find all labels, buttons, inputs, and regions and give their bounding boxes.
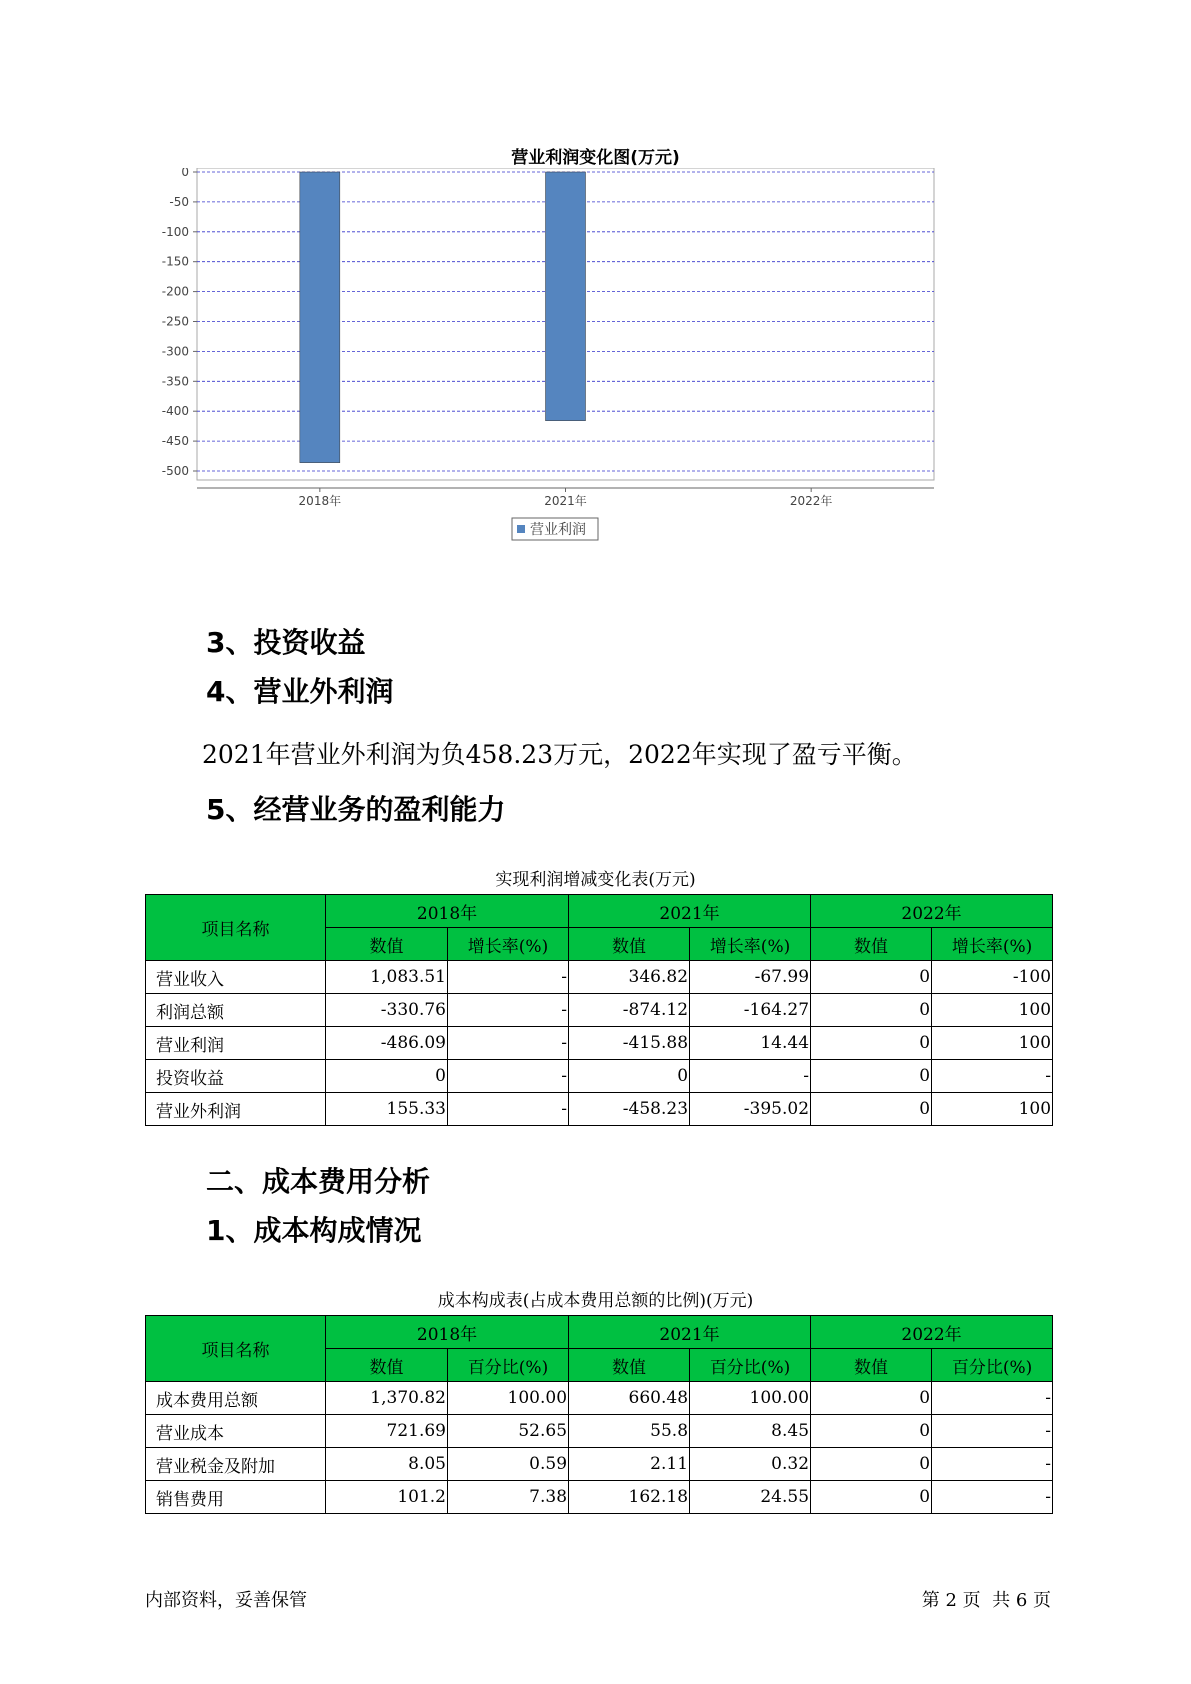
table-cell: - [932,1382,1053,1415]
table-row [146,1415,1053,1448]
table1-header-row [146,895,1053,928]
table-cell: 0.32 [690,1448,811,1481]
table1-sub-header: 数值 [811,928,932,961]
y-tick-label: -350 [161,374,189,389]
table1-sub-header: 增长率(%) [932,928,1053,961]
row-label: 营业利润 [146,1027,326,1060]
table-cell: 100 [932,994,1053,1027]
x-tick-label: 2021年 [544,494,587,508]
table-cell: 0 [326,1060,448,1093]
table-cell: 0 [811,1093,932,1126]
table-cell: 8.05 [326,1448,448,1481]
table-cell: 721.69 [326,1415,448,1448]
table1-sub-header: 增长率(%) [448,928,569,961]
table-cell: - [448,1027,569,1060]
table-cell: 14.44 [690,1027,811,1060]
chart-title: 营业利润变化图(万元) [511,148,680,168]
table-row [146,1060,1053,1093]
table-cell: 8.45 [690,1415,811,1448]
x-tick-label: 2022年 [789,494,833,508]
table-cell: 1,370.82 [326,1382,448,1415]
table-cell: 52.65 [448,1415,569,1448]
table2-year-header: 2018年 [326,1316,569,1349]
table2-sub-header: 数值 [569,1349,690,1382]
table-cell: -415.88 [569,1027,690,1060]
table-cell: -395.02 [690,1093,811,1126]
y-tick-label: -250 [161,314,189,329]
table-cell: - [448,1093,569,1126]
table-cell: -486.09 [326,1027,448,1060]
table-cell: 0 [811,1481,932,1514]
row-label: 成本费用总额 [146,1382,326,1415]
table-cell: 162.18 [569,1481,690,1514]
table-cell: 100.00 [448,1382,569,1415]
table-cell: - [932,1481,1053,1514]
table-cell: 7.38 [448,1481,569,1514]
table-cell: 0 [811,1415,932,1448]
table-cell: - [690,1060,811,1093]
table-cell: 0 [811,1448,932,1481]
operating-profit-chart [150,168,1020,588]
table1-year-header: 2022年 [811,895,1053,928]
table-cell: -67.99 [690,961,811,994]
y-tick-label: -400 [161,404,189,419]
y-tick-label: -200 [161,284,189,299]
table2-name-header: 项目名称 [146,1316,326,1382]
row-label: 营业收入 [146,961,326,994]
table-cell: 100 [932,1027,1053,1060]
table2-year-header: 2021年 [569,1316,811,1349]
profit-change-table [145,894,1053,1126]
legend-label: 营业利润 [530,522,586,538]
table1-sub-header: 增长率(%) [690,928,811,961]
paragraph-non-operating: 2021年营业外利润为负458.23万元，2022年实现了盈亏平衡。 [202,740,917,769]
row-label: 营业成本 [146,1415,326,1448]
y-tick-label: -450 [161,434,189,449]
table-cell: 1,083.51 [326,961,448,994]
table1-sub-header: 数值 [326,928,448,961]
bar [546,172,586,421]
row-label: 投资收益 [146,1060,326,1093]
table-cell: -164.27 [690,994,811,1027]
table-cell: -874.12 [569,994,690,1027]
table-row [146,1481,1053,1514]
heading-profitability: 5、经营业务的盈利能力 [206,793,506,826]
y-tick-label: -50 [169,194,189,209]
table-cell: 0.59 [448,1448,569,1481]
table2-year-header: 2022年 [811,1316,1053,1349]
table2-sub-header: 百分比(%) [932,1349,1053,1382]
table-cell: - [448,1060,569,1093]
table-cell: 0 [811,1027,932,1060]
table-row [146,1093,1053,1126]
heading-cost-structure: 1、成本构成情况 [206,1214,422,1247]
table1-year-header: 2018年 [326,895,569,928]
table-cell: 24.55 [690,1481,811,1514]
y-tick-label: -100 [161,224,189,239]
heading-cost-analysis: 二、成本费用分析 [206,1165,431,1198]
table2-sub-header: 百分比(%) [690,1349,811,1382]
table-row [146,1448,1053,1481]
table-cell: - [448,994,569,1027]
x-tick-label: 2018年 [298,494,342,508]
table-cell: 2.11 [569,1448,690,1481]
table-cell: - [932,1415,1053,1448]
table-cell: - [932,1060,1053,1093]
table-cell: -100 [932,961,1053,994]
heading-investment-income: 3、投资收益 [206,626,366,659]
table1-sub-header: 数值 [569,928,690,961]
footer-confidential: 内部资料，妥善保管 [145,1590,307,1611]
table2-caption: 成本构成表(占成本费用总额的比例)(万元) [437,1291,754,1311]
table-cell: 0 [811,994,932,1027]
row-label: 营业税金及附加 [146,1448,326,1481]
table1-caption: 实现利润增减变化表(万元) [495,870,696,890]
table-cell: -458.23 [569,1093,690,1126]
y-tick-label: 0 [181,168,189,179]
row-label: 营业外利润 [146,1093,326,1126]
table1-name-header: 项目名称 [146,895,326,961]
table-cell: 101.2 [326,1481,448,1514]
table-cell: 0 [811,1382,932,1415]
table2-sub-header: 数值 [326,1349,448,1382]
table-cell: 100 [932,1093,1053,1126]
table-row [146,961,1053,994]
table-cell: -330.76 [326,994,448,1027]
table-row [146,1027,1053,1060]
legend-swatch [517,525,525,533]
row-label: 利润总额 [146,994,326,1027]
table-cell: 0 [569,1060,690,1093]
table-cell: 660.48 [569,1382,690,1415]
y-tick-label: -300 [161,344,189,359]
table-cell: 100.00 [690,1382,811,1415]
table1-year-header: 2021年 [569,895,811,928]
y-tick-label: -150 [161,254,189,269]
table-row [146,1382,1053,1415]
table2-sub-header: 百分比(%) [448,1349,569,1382]
table-cell: - [932,1448,1053,1481]
cost-structure-table [145,1315,1053,1514]
table2-header-row [146,1316,1053,1349]
table-cell: 0 [811,1060,932,1093]
table-cell: 346.82 [569,961,690,994]
row-label: 销售费用 [146,1481,326,1514]
table2-sub-header: 数值 [811,1349,932,1382]
table-cell: 0 [811,961,932,994]
table-cell: - [448,961,569,994]
footer-page-number: 第 2 页 共 6 页 [921,1590,1051,1611]
bar [300,172,340,463]
table-cell: 155.33 [326,1093,448,1126]
heading-non-operating-profit: 4、营业外利润 [206,675,394,708]
y-tick-label: -500 [161,464,189,478]
table-row [146,994,1053,1027]
table-cell: 55.8 [569,1415,690,1448]
